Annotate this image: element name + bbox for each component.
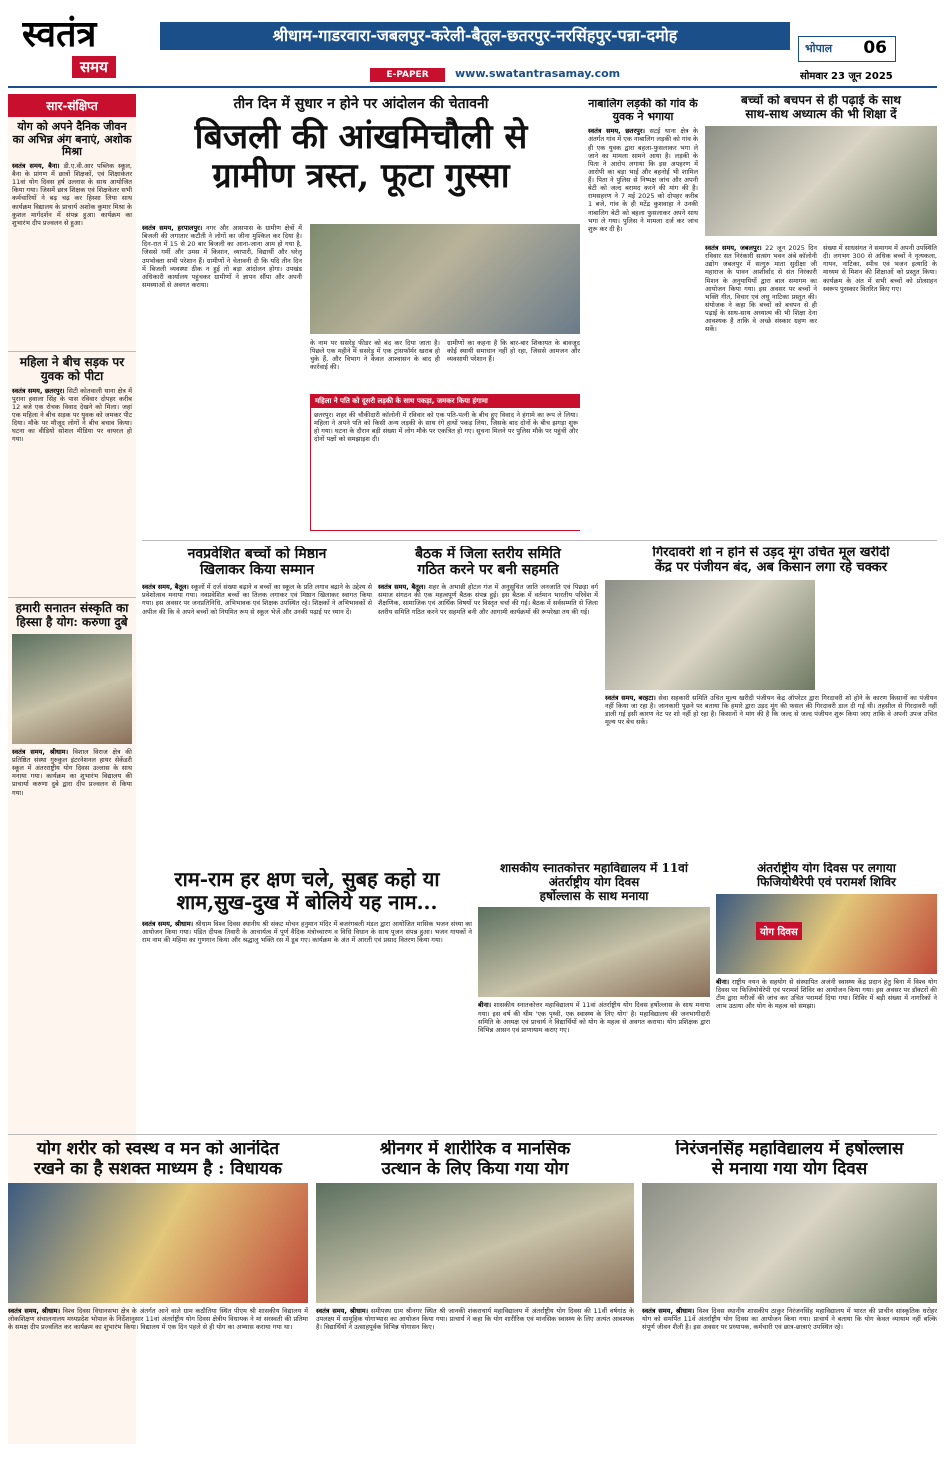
bottom-headline-1: निरंजनसिंह महाविद्यालय में हर्षोल्लास <box>675 1140 904 1159</box>
sidebar-headline: हमारी सनातन संस्कृति का हिस्सा है योग: करुणा दुबे <box>15 601 129 630</box>
website-link[interactable]: www.swatantrasamay.com <box>455 67 621 80</box>
farmers-byline: स्वतंत्र समय, बरहटा। <box>605 693 656 702</box>
minor-text: सटई थाना क्षेत्र के अंतर्गत गांव में एक नाबालिग लड़की को गांव के ही एक युवक द्वारा बहला-फुसलाकर भगा ले जाने का मामला सामने आया है। लड़की के पिता ने आरोप लगाया कि इस अपहरण में आरोपी का बड़ा भाई और बहनोई भी शामिल हैं। पिता ने पुलिस से निष्पक्ष जांच और अपनी बेटी को जल्द बरामद करने की मांग की है। रामसहरण ने 7 मई 2025 को दोपहर करीब 1 बजे, गांव के ही मटेंद्र कुशवाहा ने उनकी नाबालिग बेटी को बहला फुसलाकर अपने साथ भगा ले गया। पुलिस ने मामला दर्ज कर जांच शुरू कर दी है। <box>588 127 698 233</box>
bottom-photo <box>8 1183 308 1303</box>
college-headline-1: शासकीय स्नातकोत्तर महाविद्यालय में 11वां अंतर्राष्ट्रीय योग दिवस <box>500 862 688 889</box>
lead-kicker: तीन दिन में सुधार न होने पर आंदोलन की चेतावनी <box>233 96 489 112</box>
spiritual-byline: स्वतंत्र समय, जबलपुर। <box>705 244 762 252</box>
sidebar-headline: महिला ने बीच सड़क पर युवक को पीटा <box>19 354 125 383</box>
bhajan-headline-2: शाम,सुख-दुख में बोलिये यह नाम... <box>176 890 438 914</box>
sidebar-byline: स्वतंत्र समय, बैना। <box>12 161 60 170</box>
physio-byline: बीना। <box>716 977 730 986</box>
sidebar-byline: स्वतंत्र समय, श्रीधाम। <box>12 747 69 756</box>
section-divider <box>142 540 937 541</box>
epaper-label: E-PAPER <box>370 68 445 82</box>
sidebar-text: सिटी कोतवाली थाना क्षेत्र में पुराना हवाला सिंह के पास रविवार दोपहर करीब 12 बजे एक रोचक विवाद देखने को मिला। जहां एक महिला ने बीच सड़क पर युवक को जमकर पीट दिया। मौके पर मौजूद लोगों ने बीच बचाव किया। घटना का वीडियो सोशल मीडिया पर वायरल हो गया। <box>12 386 132 444</box>
spiritual-text-body: 22 जून 2025 दिन रविवार सत निरंकारी सत्संग भवन अंबे कॉलोनी उद्योग जबलपुर में सत्गुरु माता सुदीक्षा जी महाराज के पावन आशीर्वाद से संत निरंकारी मिशन के अनुयायियों द्वारा बाल समागम का आयोजन किया गया। इस अवसर पर बच्चों ने भक्ति गीत, विचार एवं लघु नाटिका प्रस्तुत की। संयोजक ने कहा कि बच्चों को बचपन से ही पढ़ाई के साथ-साथ अध्यात्म की भी शिक्षा देना आवश्यक है ताकि वे अच्छे संस्कार ग्रहण कर सकें। <box>705 244 817 334</box>
issue-date: सोमवार 23 जून 2025 <box>800 71 893 82</box>
page-number: 06 <box>863 38 887 58</box>
bhajan-text: श्रीधाम विश्व दिवस स्थानीय श्री संकट मोचन हनुमान मंदिर में बजरंगबली मंडल द्वारा आयोजित मासिक भजन संध्या का आयोजन किया गया। पंडित दीपक तिवारी के आचार्यत्व में पूर्ण वैदिक मंत्रोच्चारण व विधि विधान के साथ पूजन संपन्न हुआ। भजन गायकों ने राम नाम की महिमा का गुणगान किया और श्रद्धालु भक्ति रस में डूब गए। कार्यक्रम के अंत में आरती एवं प्रसाद वितरण किया गया। <box>142 920 472 945</box>
lead-inset-header: महिला ने पति को दूसरी लड़की के साथ पकड़ा, जमकर किया हंगामा <box>311 395 580 408</box>
masthead-divider <box>8 86 937 88</box>
sidebar-text: डी.ए.वी.आर पब्लिक स्कूल, बैना के प्रांगण में छात्रों शिक्षकों, एवं शिक्षाकेतर 11वां योग दिवस हर्ष उल्लास के साथ आयोजित किया गया। जिसमें छात्र शिक्षक एवं शिक्षकेतर सभी कर्मचारियों ने बढ़ चढ़ कर हिस्सा लिया साथ कार्यक्रम विद्यालय के प्राचार्य अशोक कुमार मिश्रा के कुशल मार्गदर्शन में संपन्न हुआ। कार्यक्रम का शुभारंभ दीप प्रज्वलन से हुआ। <box>12 161 132 227</box>
college-headline-2: हर्षोल्लास के साथ मनाया <box>539 888 649 903</box>
spiritual-photo <box>705 126 937 236</box>
physio-headline-2: फिजियोथैरेपी एवं परामर्श शिविर <box>757 874 896 889</box>
section-divider <box>8 1134 937 1135</box>
farmers-photo <box>605 580 815 690</box>
lead-inset <box>310 394 580 531</box>
farmers-headline-1: गिरदावरी शो न होने से उड़द मूंग उचित मूल खरीदी <box>652 546 890 560</box>
bottom-headline-1: श्रीनगर में शारीरिक व मानसिक <box>379 1140 571 1159</box>
edition-box <box>798 36 896 62</box>
students-headline-1: नवप्रवेशित बच्चों को मिष्ठान <box>187 546 327 562</box>
spiritual-headline-1: बच्चों को बचपन से ही पढ़ाई के साथ <box>741 94 901 107</box>
cities-bar <box>160 22 790 50</box>
masthead <box>0 0 945 90</box>
sidebar-item <box>8 117 136 231</box>
lead-story <box>142 94 580 534</box>
sidebar-text: विशाल विराज क्षेत्र की प्रतिष्ठित संस्था गुरुकुल इंटरनेशनल हायर सेकेंडरी स्कूल में अंतरराष्ट्रीय योग दिवस उल्लास के साथ मनाया गया। कार्यक्रम का शुभारंभ विद्यालय की प्राचार्या करुणा दुबे द्वारा दीप प्रज्वलन से किया गया। <box>12 747 132 797</box>
bhajan-story <box>142 868 472 1128</box>
spiritual-text-2: संख्या में साधसंगत ने समागम में अपनी उपस्थिति दी। लगभग 300 से अधिक बच्चों ने नृत्यकला, गायन, नाटिका, स्पीच एवं भजन इत्यादि के माध्यम से मिशन की शिक्षाओं को प्रस्तुत किया। कार्यक्रम के अंत में सभी बच्चों को प्रोत्साहन स्वरूप पुरस्कार वितरित किए गए। <box>823 244 937 293</box>
logo-bottom-text: समय <box>72 56 116 78</box>
logo-top-text: स्वतंत्र <box>22 14 97 55</box>
bottom-photo <box>316 1183 634 1303</box>
bottom-byline: स्वतंत्र समय, श्रीधाम। <box>316 1307 369 1316</box>
college-byline: बीना। <box>478 1001 492 1010</box>
spiritual-story <box>705 94 937 534</box>
edition-city: भोपाल <box>805 42 833 55</box>
physio-headline-1: अंतर्राष्ट्रीय योग दिवस पर लगाया <box>757 862 896 875</box>
students-headline-2: खिलाकर किया सम्मान <box>200 562 314 579</box>
logo <box>22 14 152 86</box>
lead-headline-2: ग्रामीण त्रस्त, फूटा गुस्सा <box>212 156 510 197</box>
bottom-headline-2: से मनाया गया योग दिवस <box>711 1158 868 1179</box>
sidebar-photo <box>12 634 132 744</box>
bottom-text: विश्व दिवस स्थानीय शासकीय ठाकुर निरंजनसिंह महाविद्यालय में भारत की प्राचीन सांस्कृतिक धरोहर योग को समर्पित 11वें अंतर्राष्ट्रीय योग दिवस का आयोजन किया गया। प्राचार्य ने बताया कि योग केवल व्यायाम नहीं बल्कि संपूर्ण जीवन शैली है। इस अवसर पर प्रध्यापक, कर्मचारी एवं छात्र-छात्राएं उपस्थित रहे। <box>642 1307 937 1332</box>
farmers-text: सेवा सहकारी समिति उचित मूल्य खरीदी पंजीयन केंद्र ऑपरेटर द्वारा गिरदावरी शो होने के कारण किसानों का पंजीयन नहीं किया जा रहा है। जानकारी पूछने पर बताया कि हमारे द्वारा उड़द मूंग की फसल की गिरदावरी डाल दी गई थी। तहसील से गिरदावरी नहीं डाली गई इसी कारण नेट पर शो नहीं हो रहा है। किसानों ने मांग की है कि जल्द से जल्द पंजीयन शुरू किया जाए ताकि वे अपनी उपज उचित मूल्य पर बेच सकें। <box>605 693 937 727</box>
minor-headline: नाबालिग लड़की को गांव के युवक ने भगाया <box>588 98 698 123</box>
bottom-story <box>642 1140 937 1460</box>
bottom-byline: स्वतंत्र समय, श्रीधाम। <box>642 1307 695 1316</box>
bottom-headline-1: योग शरीर को स्वस्थ व मन को आनंदित <box>36 1140 280 1159</box>
bottom-byline: स्वतंत्र समय, श्रीधाम। <box>8 1307 61 1316</box>
spiritual-headline-2: साथ-साथ अध्यात्म की भी शिक्षा दें <box>745 106 897 121</box>
students-byline: स्वतंत्र समय, बैतूल। <box>142 583 189 592</box>
physio-text: राष्ट्रीय नयन के सहयोग से संस्थापित अजंनी स्वास्थ्य केंद्र प्रदान हेतु बिना में विश्व योग दिवस पर फिजियोथेरेपी एवं परामर्श शिविर का आयोजन किया गया। इस अवसर पर डॉक्टरों की टीम द्वारा मरीजों की जांच कर उचित परामर्श दिया गया। शिविर में बड़ी संख्या में नागरिकों ने लाभ उठाया और योग के महत्व को समझा। <box>716 977 937 1010</box>
sidebar-headline: योग को अपने दैनिक जीवन का अभिन्न अंग बनाएं, अशोक मिश्रा <box>12 120 132 159</box>
bottom-story <box>316 1140 634 1460</box>
bhajan-byline: स्वतंत्र समय, श्रीधाम। <box>142 920 194 928</box>
bottom-photo <box>642 1183 937 1303</box>
lead-headline-1: बिजली की आंखमिचौली से <box>194 117 528 158</box>
bottom-headline-2: रखने का है सशक्त माध्यम है : विधायक <box>34 1158 282 1179</box>
college-story <box>478 862 710 1128</box>
sidebar-byline: स्वतंत्र समय, छतरपुर। <box>12 386 65 395</box>
bottom-text: विश्व दिवस विधानसभा क्षेत्र के अंतर्गत आने वाले ग्राम कठौतिया स्थित पीएम श्री शासकीय विद्यालय में लोकशिक्षण संचालनालय मध्यप्रदेश भोपाल के निर्देशानुसार 11वां अंतर्राष्ट्रीय योग दिवस क्षेत्रीय विधायक ने मां सरस्वती की प्रतिमा के समक्ष दीप प्रज्वलित कर कार्यक्रम का शुभारंभ किया। विद्यालय में एक दिन पहले से ही योग का अभ्यास कराया गया था। <box>8 1307 308 1332</box>
bottom-text: समीपस्थ ग्राम श्रीनगर स्थित श्री जानकी शंकराचार्य महाविद्यालय में अंतर्राष्ट्रीय योग दिवस की 11वीं वर्षगांठ के उपलक्ष्य में सामूहिक योगाभ्यास का आयोजन किया गया। प्राचार्य ने कहा कि योग शारीरिक एवं मानसिक स्वास्थ्य के लिए अत्यंत आवश्यक है। विद्यार्थियों ने उत्साहपूर्वक विभिन्न योगासन किए। <box>316 1307 634 1332</box>
sidebar-item <box>8 351 136 447</box>
lead-photo <box>310 224 580 334</box>
physio-photo <box>716 894 937 974</box>
farmers-headline-2: केंद्र पर पंजीयन बंद, अब किसान लगा रहे चक्कर <box>654 559 888 575</box>
cities-text: श्रीधाम-गाडरवारा-जबलपुर-करेली-बैतूल-छतरपुर-नरसिंहपुर-पन्ना-दमोह <box>272 26 678 45</box>
bottom-story <box>8 1140 308 1460</box>
meeting-headline-1: बैठक में जिला स्तरीय समिति <box>415 546 561 562</box>
minor-story <box>588 98 698 468</box>
college-text: शासकीय स्नातकोत्तर महाविद्यालय में 11वां अंतर्राष्ट्रीय योग दिवस हर्षोल्लास के साथ मनाया गया। इस वर्ष की थीम 'एक पृथ्वी, एक स्वास्थ्य के लिए योग' है। महाविद्यालय की जनभागीदारी समिति के अध्यक्ष एवं प्राचार्य ने विद्यार्थियों को योग के महत्व से अवगत कराया। योग प्रशिक्षक द्वारा विभिन्न आसन एवं प्राणायाम कराए गए। <box>478 1001 710 1034</box>
bottom-headline-2: उत्थान के लिए किया गया योग <box>381 1158 569 1179</box>
meeting-text: शहर के अभाव्री होटल गंज में अनुसूचित जाति जनजाति एवं पिछड़ा वर्ग समाज संगठन की एक महत्वपूर्ण बैठक संपन्न हुई। इस बैठक में वर्तमान भारतीय परिवेश में शैक्षणिक, सामाजिक एवं आर्थिक विषयों पर विस्तृत चर्चा की गई। बैठक में सर्वसम्मति से जिला स्तरीय समिति गठित करने पर सहमति बनी और आगामी कार्यक्रमों की रूपरेखा तय की गई। <box>378 583 598 616</box>
spiritual-text <box>705 244 817 529</box>
lead-text <box>142 224 302 389</box>
meeting-byline: स्वतंत्र समय, बैतूल। <box>378 583 426 592</box>
students-text: स्कूलों में दर्ज संख्या बढ़ाने व बच्चों का स्कूल के प्रति लगाव बढ़ाने के उद्देश्य से प्रवेशोत्सव मनाया गया। नवप्रवेशित बच्चों का तिलक लगाकर एवं मिष्ठान खिलाकर स्वागत किया गया। इस अवसर पर जनप्रतिनिधि, अभिभावक एवं शिक्षक उपस्थित रहे। शिक्षकों ने अभिभावकों से अपील की कि वे अपने बच्चों को नियमित रूप से स्कूल भेजें और उनकी पढ़ाई पर ध्यान दें। <box>142 583 372 616</box>
minor-byline: स्वतंत्र समय, छतरपुर। <box>588 127 645 136</box>
physio-banner: योग दिवस <box>756 922 802 940</box>
lead-text-body: नगर और आसपास के ग्रामीण क्षेत्रों में बिजली की लगातार कटौती ने लोगों का जीना मुश्किल कर दिया है। दिन-रात में 15 से 20 बार बिजली का आना-जाना आम हो गया है, जिससे गर्मी और उमस में किसान, व्यापारी, विद्यार्थी और घरेलू उपभोक्ता सभी परेशान हैं। ग्रामीणों ने चेतावनी दी कि यदि तीन दिन में बिजली व्यवस्था ठीक न हुई तो बड़ा आंदोलन होगा। उपखंड अधिकारी कार्यालय पहुंचकर ग्रामीणों ने ज्ञापन सौंपा और अपनी समस्याओं से अवगत कराया। <box>142 224 302 289</box>
lead-inset-text: छतरपुर। शहर की चौकीदारी कॉलोनी में रविवार को एक पति-पत्नी के बीच हुए विवाद ने हंगामे का रूप ले लिया। महिला ने अपने पति को किसी अन्य लड़की के साथ रंगे हाथों पकड़ लिया, जिसके बाद दोनों के बीच झगड़ा शुरू हो गया। घटना के दौरान बड़ी संख्या में लोग मौके पर एकत्रित हो गए। सूचना मिलने पर पुलिस मौके पर पहुंची और दोनों पक्षों को समझाइश दी। <box>314 411 578 444</box>
sidebar-header: सार-संक्षिप्त <box>8 94 136 117</box>
meeting-headline-2: गठित करने पर बनी सहमति <box>417 562 559 579</box>
college-photo <box>478 907 710 997</box>
sidebar-item <box>8 597 136 800</box>
physio-story <box>716 862 937 1128</box>
farmers-story <box>605 546 937 856</box>
lead-text-2: ग्रामीणों का कहना है कि बार-बार शिकायत के बावजूद कोई स्थायी समाधान नहीं हो रहा, जिससे आमजन और व्यवसायी परेशान हैं। <box>447 339 580 364</box>
bhajan-headline-1: राम-राम हर क्षण चले, सुबह कहो या <box>174 868 440 891</box>
lead-photo-caption: के नाम पर ससरेड़ु फीडर को बंद कर दिया जाता है। पिछले एक महीने में ससरेड़ु में एक ट्रांसफॉर्मर खराब हो चुके हैं, और विभाग ने केवल आश्वासन के बाद ही कार्रवाई की। <box>310 339 440 372</box>
lead-byline: स्वतंत्र समय, हरपालपुर। <box>142 224 203 232</box>
